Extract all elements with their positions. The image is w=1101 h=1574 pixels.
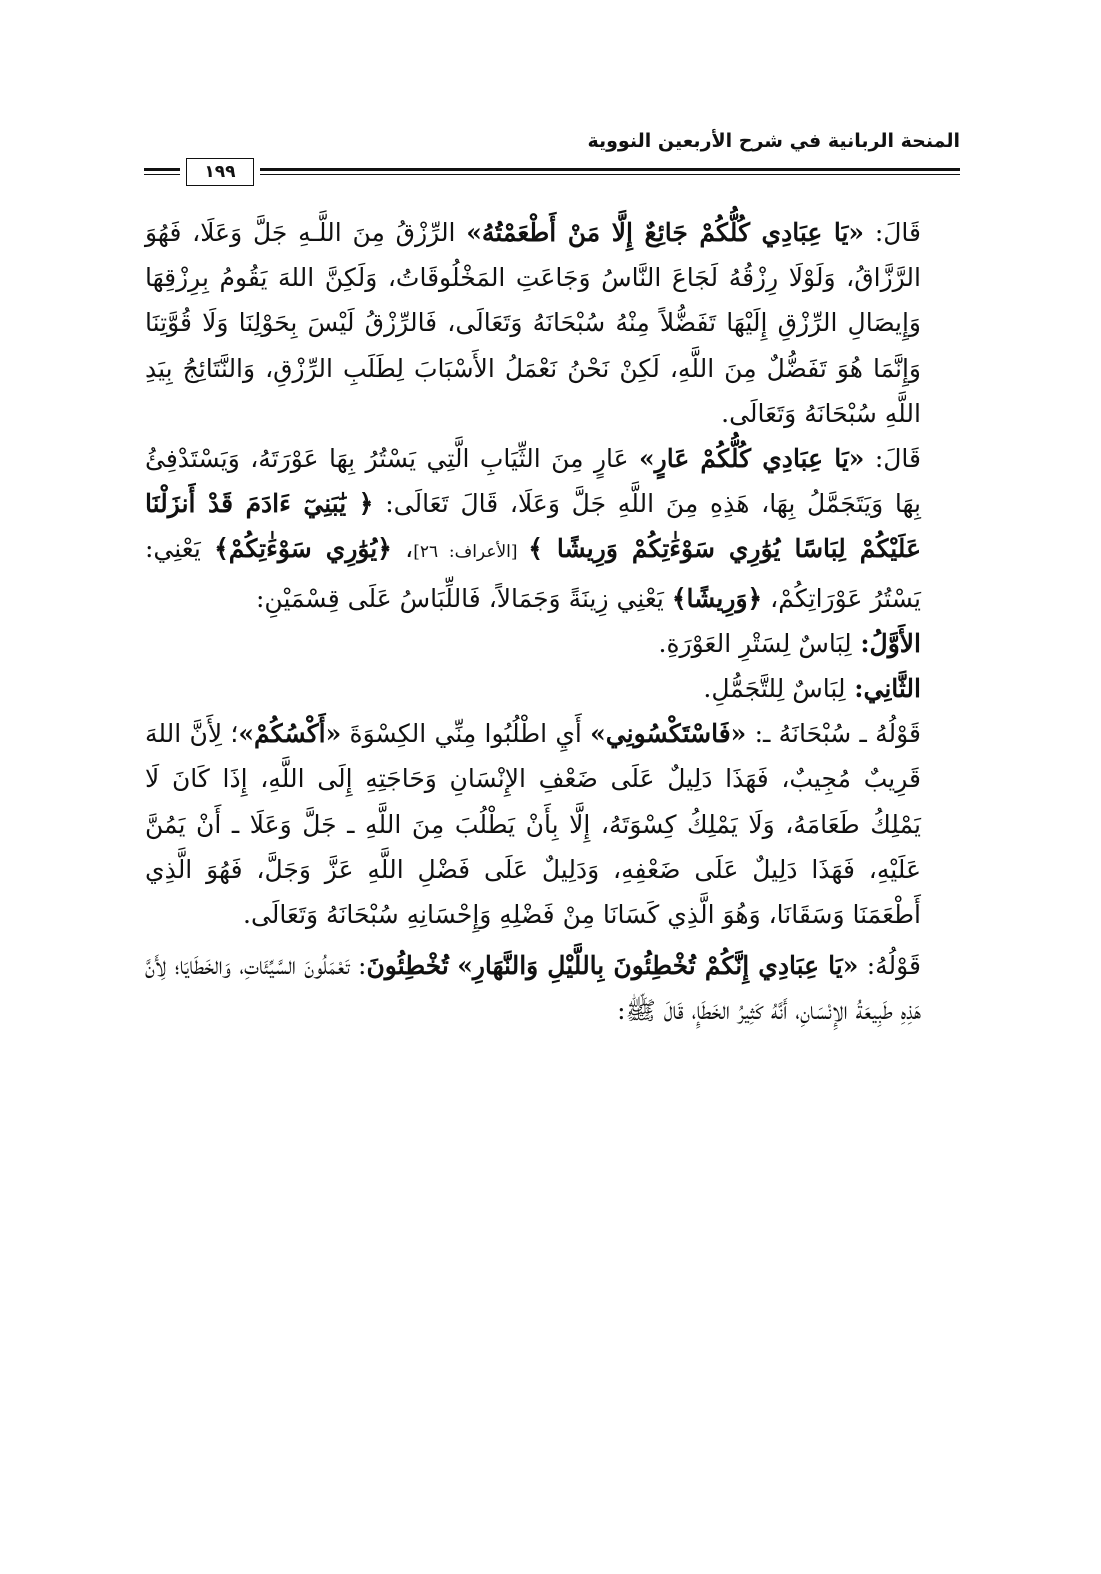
page-header [140, 120, 960, 180]
text-run: يَعْنِي: يَسْتُرُ عَوْرَاتِكُمْ، [145, 534, 921, 613]
emphasized-text: «أَكْسُكُمْ» [238, 719, 342, 749]
paragraph-second-type [145, 666, 955, 711]
text-run: الرِّزْقُ مِنَ اللَّـهِ جَلَّ وَعَلَا، فَهُوَ الرَّزَّاقُ، وَلَوْلَا رِزْقُهُ لَجَاعَ النَّاسُ وَجَاعَتِ المَخْلُوقَاتُ، وَلَكِنَّ اللهَ يَقُومُ بِرِزْقِهَا وَإِيصَالِ الرِّزْقِ إِلَيْهَا تَفَضُّلاً مِنْهُ سُبْحَانَهُ وَتَعَالَى، فَالرِّزْقُ لَيْسَ بِحَوْلِنَا وَلَا قُوَّتِنَا وَإِنَّمَا هُوَ تَفَضُّلٌ مِنَ اللَّهِ، لَكِنْ نَحْنُ نَعْمَلُ الأَسْبَابَ لِطَلَبِ الرِّزْقِ، وَالنَّتَائِجُ بِيَدِ اللَّهِ سُبْحَانَهُ وَتَعَالَى. [145, 218, 921, 428]
emphasized-text: الأَوَّلُ: [851, 628, 921, 658]
text-run: قَوْلُهُ: [858, 951, 922, 981]
text-run: ، [391, 534, 414, 564]
text-run: ؛ لِأَنَّ اللهَ قَرِيبٌ مُجِيبٌ، فَهَذَا دَلِيلٌ عَلَى ضَعْفِ الإِنْسَانِ وَحَاجَتِهِ إِلَى اللَّهِ، إِذَا كَانَ لَا يَمْلِكُ طَعَامَهُ، وَلَا يَمْلِكُ كِسْوَتَهُ، إِلَّا بِأَنْ يَطْلُبَ مِنَ اللَّهِ ـ جَلَّ وَعَلَا ـ أَنْ يَمُنَّ عَلَيْهِ، فَهَذَا دَلِيلٌ عَلَى ضَعْفِهِ، وَدَلِيلٌ عَلَى فَضْلِ اللَّهِ عَزَّ وَجَلَّ، فَهُوَ الَّذِي أَطْعَمَنَا وَسَقَانَا، وَهُوَ الَّذِي كَسَانَا مِنْ فَضْلِهِ وَإِحْسَانِهِ سُبْحَانَهُ وَتَعَالَى. [145, 719, 921, 930]
emphasized-text: ﴿يُوَٰرِي سَوْءَٰتِكُمْ﴾ [214, 534, 392, 564]
header-rule-left-thin [144, 174, 180, 175]
emphasized-text: «يَا عِبَادِي كُلُّكُمْ عَارٍ» [639, 444, 865, 474]
paragraph-first-type [145, 621, 955, 666]
header-rule-left-thick [144, 168, 180, 171]
text-run: عَارٍ مِنَ الثِّيَابِ الَّتِي يَسْتُرُ بِهَا عَوْرَتَهُ، وَيَسْتَدْفِئُ بِهَا وَيَتَجَمَّلُ بِهَا، هَذِهِ مِنَ اللَّهِ جَلَّ وَعَلَا، قَالَ تَعَالَى: [145, 444, 921, 519]
body-text [145, 210, 955, 1034]
emphasized-text: ﴿ يَٰبَنِيٓ ءَادَمَ قَدْ أَنزَلْنَا عَلَيْكُمْ لِبَاسًا يُوَٰرِي سَوْءَٰتِكُمْ وَرِيشًا ﴾ [145, 489, 921, 564]
paragraph-ask-for-clothing [145, 711, 955, 937]
emphasized-text: «يَا عِبَادِي إِنَّكُمْ تُخْطِئُونَ بِاللَّيْلِ وَالنَّهَارِ» [457, 951, 859, 981]
header-rule-right-thin [260, 174, 960, 175]
paragraph-clothing [145, 436, 955, 621]
text-run: لِبَاسٌ لِسَتْرِ العَوْرَةِ. [658, 628, 852, 658]
header-rule-right-thick [260, 168, 960, 171]
book-title: المنحة الربانية في شرح الأربعين النووية [587, 130, 960, 152]
quran-reference: [الأعراف: ٢٦] [413, 542, 529, 563]
text-run: قَالَ: [864, 444, 921, 474]
header-rule [140, 160, 960, 184]
emphasized-text: تُخْطِئُونَ [366, 951, 449, 981]
text-run: قَوْلُهُ ـ سُبْحَانَهُ ـ: [746, 719, 921, 749]
paragraph-daily-sustenance [145, 210, 955, 436]
text-run [449, 951, 457, 980]
emphasized-text: الثَّانِي: [845, 674, 921, 704]
text-run: : تَعْمَلُونَ السَّيِّئَاتِ، وَالخَطَايَا؛ لِأَنَّ هَذِهِ طَبِيعَةُ الإِنْسَانِ، أَنَّهُ كَثِيرُ الخَطَإِ، قَالَ ﷺ: [145, 951, 921, 1026]
emphasized-text: ﴿وَرِيشًا﴾ [671, 583, 763, 613]
page-number: ١٩٩ [186, 158, 254, 186]
emphasized-text: «فَاسْتَكْسُونِي» [590, 719, 747, 749]
text-run: لِبَاسٌ لِلتَّجَمُّلِ. [703, 674, 846, 704]
text-run: يَعْنِي زِينَةً وَجَمَالاً، فَاللِّبَاسُ عَلَى قِسْمَيْنِ: [255, 583, 672, 613]
text-run: قَالَ: [864, 218, 922, 247]
paragraph-sins [145, 943, 955, 1033]
emphasized-text: «يَا عِبَادِي كُلُّكُمْ جَائِعٌ إِلَّا مَنْ أَطْعَمْتُهُ» [466, 218, 865, 247]
text-run: أَيِ اطْلُبُوا مِنِّي الكِسْوَةَ [341, 719, 591, 749]
